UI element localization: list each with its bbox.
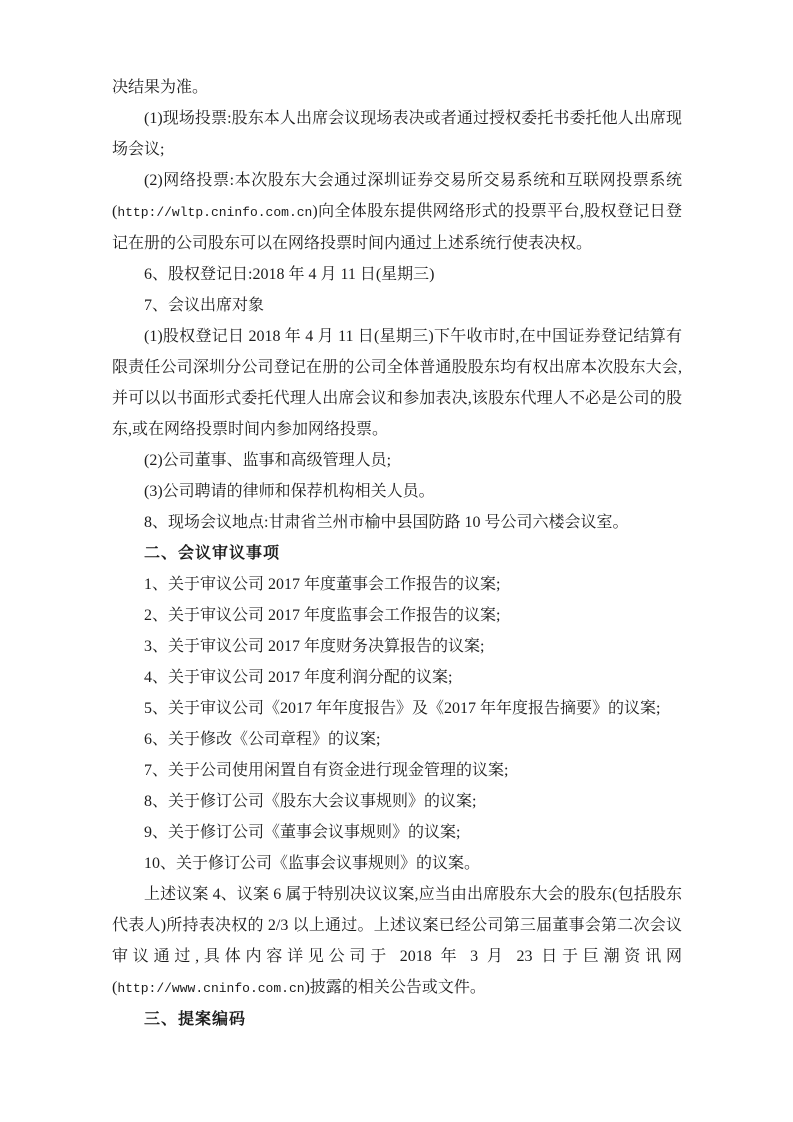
text-run: 二、会议审议事项 [144,545,281,562]
text-run: 4、关于审议公司 2017 年度利润分配的议案; [144,669,453,686]
text-run: (1)现场投票:股东本人出席会议现场表决或者通过授权委托书委托他人出席现场会议; [112,110,682,158]
text-run: 9、关于修订公司《董事会议事规则》的议案; [144,824,461,841]
text-run: 5、关于审议公司《2017 年年度报告》及《2017 年年度报告摘要》的议案; [144,700,661,717]
document-paragraph [112,445,682,476]
document-paragraph [112,600,682,631]
text-run: 10、关于修订公司《监事会议事规则》的议案。 [144,855,481,872]
text-run: 上述议案 4、议案 6 属于特别决议议案,应当由出席股东大会的股东(包括股东代表人)所持表决权的 2/3 以上通过。上述议案已经公司第三届董事会第二次会议审议通过,具体内容详见公司于 2018 年 3 月 23 日于巨潮资讯网( [112,886,682,996]
document-paragraph [112,662,682,693]
text-run: 7、关于公司使用闲置自有资金进行现金管理的议案; [144,762,509,779]
text-run: 6、关于修改《公司章程》的议案; [144,731,381,748]
document-paragraph [112,321,682,445]
document-paragraph [112,259,682,290]
document-paragraph [112,72,682,103]
text-run: (1)股权登记日 2018 年 4 月 11 日(星期三)下午收市时,在中国证券登记结算有限责任公司深圳分公司登记在册的公司全体普通股股东均有权出席本次股东大会,并可以以书面形式委托代理人出席会议和参加表决,该股东代理人不必是公司的股东,或在网络投票时间内参加网络投票。 [112,328,682,438]
document-paragraph [112,848,682,879]
document-paragraph [112,724,682,755]
document-paragraph [112,817,682,848]
document-paragraph [112,569,682,600]
text-run: 2、关于审议公司 2017 年度监事会工作报告的议案; [144,607,501,624]
text-run: (2)公司董事、监事和高级管理人员; [144,452,392,469]
text-run: 6、股权登记日:2018 年 4 月 11 日(星期三) [144,266,435,283]
document-paragraph [112,103,682,165]
text-run: 8、现场会议地点:甘肃省兰州市榆中县国防路 10 号公司六楼会议室。 [144,514,629,531]
text-run: 决结果为准。 [112,79,209,96]
document-paragraph [112,786,682,817]
text-run: )披露的相关公告或文件。 [304,979,486,996]
section-heading [112,1004,682,1035]
text-run: 1、关于审议公司 2017 年度董事会工作报告的议案; [144,576,501,593]
text-run: 3、关于审议公司 2017 年度财务决算报告的议案; [144,638,485,655]
url-text: http://www.cninfo.com.cn [117,981,305,996]
document-content [112,72,682,1035]
text-run: 7、会议出席对象 [144,297,265,314]
document-paragraph [112,755,682,786]
document-paragraph [112,290,682,321]
document-paragraph [112,507,682,538]
document-paragraph [112,476,682,507]
document-paragraph [112,631,682,662]
text-run: 8、关于修订公司《股东大会议事规则》的议案; [144,793,477,810]
text-run: )向全体股东提供网络形式的投票平台,股权登记日登记在册的公司股东可以在网络投票时间内通过上述系统行使表决权。 [112,203,682,252]
url-text: http://wltp.cninfo.com.cn [117,205,313,220]
section-heading [112,538,682,569]
text-run: (3)公司聘请的律师和保荐机构相关人员。 [144,483,435,500]
document-paragraph [112,693,682,724]
document-paragraph [112,879,682,1004]
text-run: (2)网络投票:本次股东大会通过深圳证券交易所交易系统和互联网投票系统 ( [112,172,682,220]
text-run: 三、提案编码 [144,1011,247,1028]
document-paragraph [112,165,682,259]
